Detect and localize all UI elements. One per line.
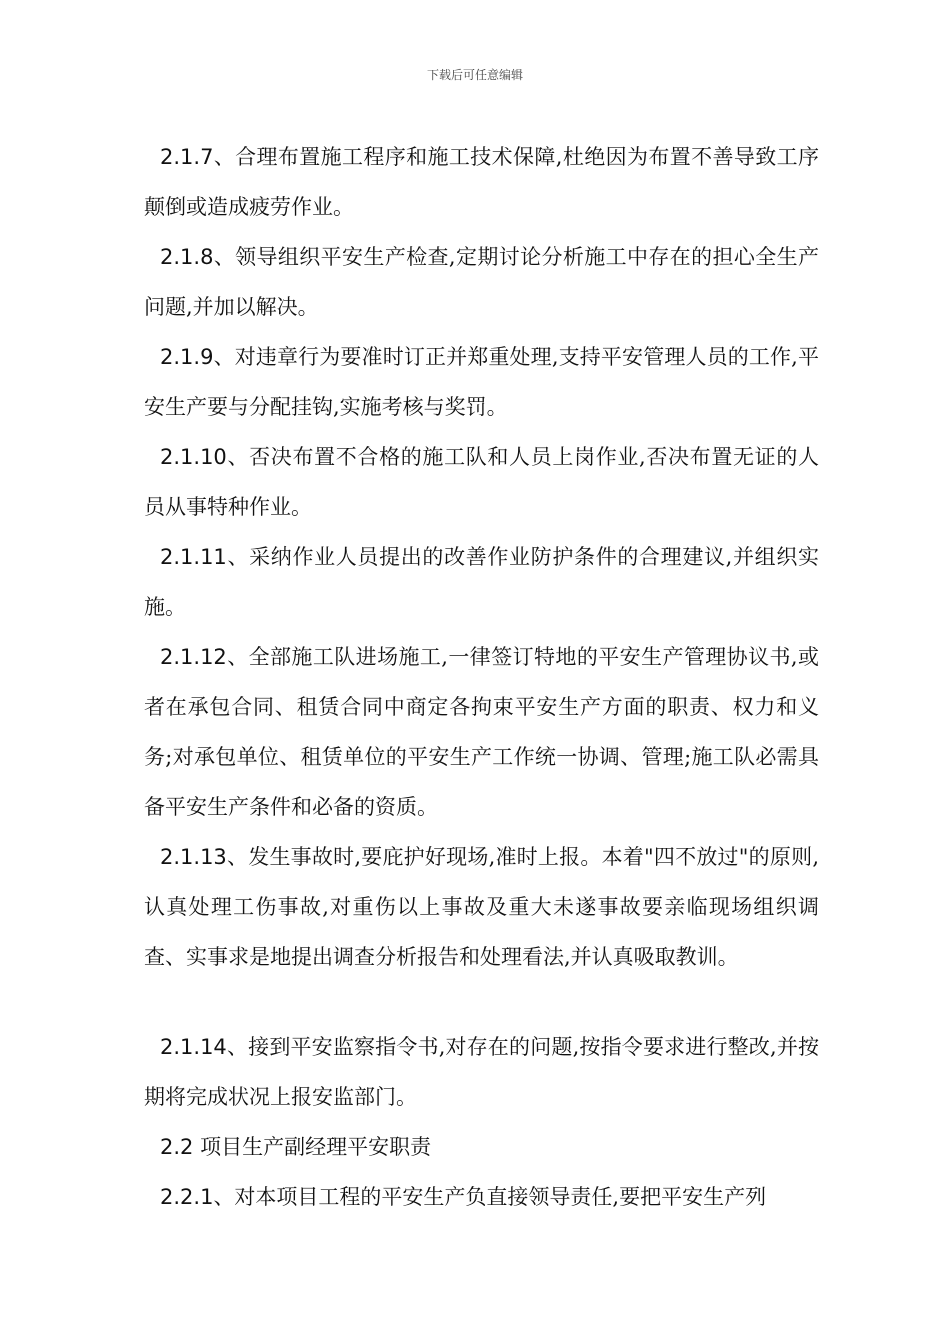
- paragraph-text: 、否决布置不合格的施工队和人员上岗作业,否决布置无证的人员从事特种作业。: [144, 445, 819, 519]
- paragraph-text: 、发生事故时,要庇护好现场,准时上报。本着"四不放过"的原则,认真处理工伤事故,对重伤以上事故及重大未遂事故要亲临现场组织调查、实事求是地提出调查分析报告和处理看法,并认真吸取教训。: [144, 845, 819, 969]
- paragraph-2-2-1: [144, 1172, 819, 1222]
- paragraph-text: 、对违章行为要准时订正并郑重处理,支持平安管理人员的工作,平安生产要与分配挂钩,实施考核与奖罚。: [144, 345, 819, 419]
- section-number: 2.1.13: [160, 845, 227, 869]
- paragraph-2-1-14: [144, 1022, 819, 1122]
- section-number: 2.1.14: [160, 1035, 227, 1059]
- paragraph-2-1-11: [144, 532, 819, 632]
- paragraph-text: 、采纳作业人员提出的改善作业防护条件的合理建议,并组织实施。: [144, 545, 819, 619]
- paragraph-text: 、全部施工队进场施工,一律签订特地的平安生产管理协议书,或者在承包合同、租赁合同中商定各拘束平安生产方面的职责、权力和义务;对承包单位、租赁单位的平安生产工作统一协调、管理;施工队必需具备平安生产条件和必备的资质。: [144, 645, 819, 819]
- paragraph-text: 、对本项目工程的平安生产负直接领导责任,要把平安生产列: [213, 1185, 767, 1209]
- section-heading-2-2: [144, 1122, 819, 1172]
- section-number: 2.2.1: [160, 1185, 214, 1209]
- section-number: 2.1.11: [160, 545, 227, 569]
- paragraph-2-1-7: [144, 132, 819, 232]
- section-number: 2.1.12: [160, 645, 227, 669]
- paragraph-2-1-13: [144, 832, 819, 982]
- section-heading-text: 项目生产副经理平安职责: [193, 1135, 432, 1159]
- page-header-note: 下载后可任意编辑: [426, 68, 523, 82]
- paragraph-text: 、接到平安监察指令书,对存在的问题,按指令要求进行整改,并按期将完成状况上报安监部门。: [144, 1035, 819, 1109]
- paragraph-2-1-9: [144, 332, 819, 432]
- paragraph-text: 、领导组织平安生产检查,定期讨论分析施工中存在的担心全生产问题,并加以解决。: [144, 245, 819, 319]
- section-number: 2.1.7: [160, 145, 214, 169]
- paragraph-2-1-12: [144, 632, 819, 832]
- paragraph-2-1-10: [144, 432, 819, 532]
- section-number: 2.1.9: [160, 345, 214, 369]
- paragraph-text: 、合理布置施工程序和施工技术保障,杜绝因为布置不善导致工序颠倒或造成疲劳作业。: [144, 145, 819, 219]
- section-number: 2.1.10: [160, 445, 227, 469]
- section-number: 2.2: [160, 1135, 194, 1159]
- paragraph-2-1-8: [144, 232, 819, 332]
- section-number: 2.1.8: [160, 245, 214, 269]
- document-body: [144, 132, 819, 1222]
